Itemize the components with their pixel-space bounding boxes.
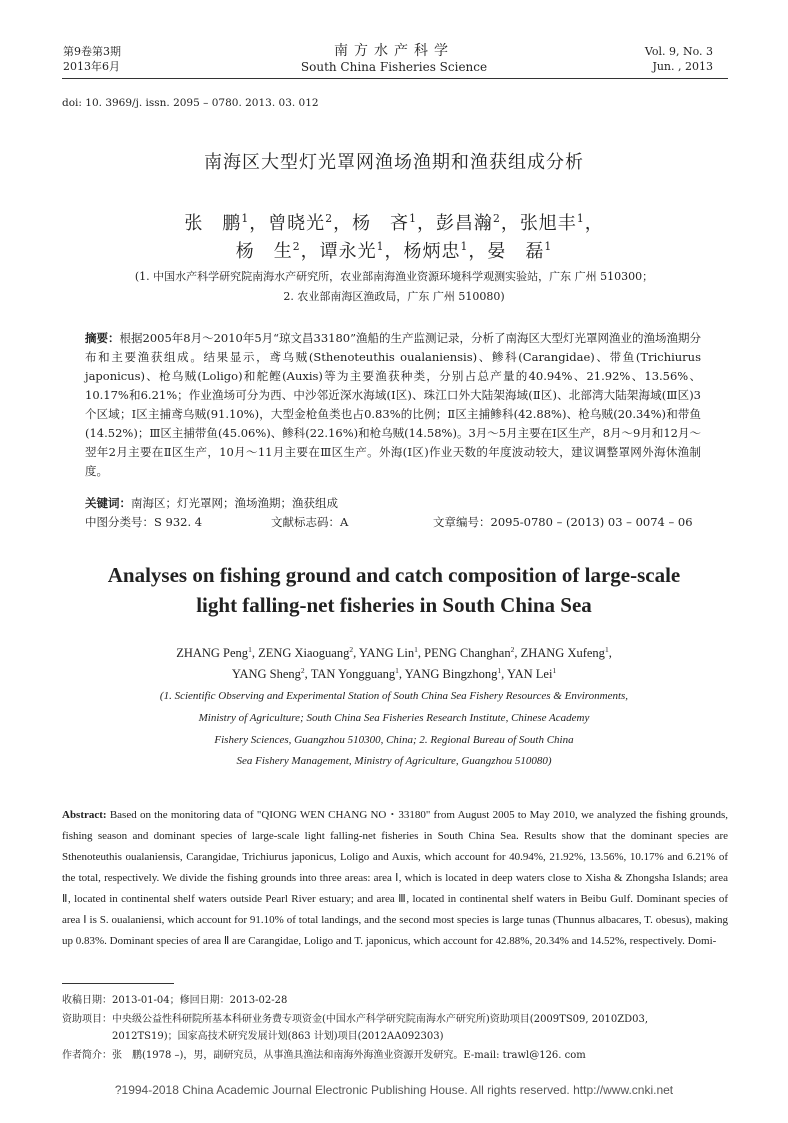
footnote-funding-1: 资助项目：中央级公益性科研院所基本科研业务费专项资金(中国水产科学研究院南海水产研究所)资助项目(2009TS09, 2010ZD03, <box>62 1014 649 1025</box>
author-en: ZHANG Xufeng$^1$, <box>520 644 612 660</box>
author-en: TAN Yongguang$^1$, <box>310 665 405 681</box>
author-cn: 曾晓光$^2$， <box>268 212 353 234</box>
authors-cn-line1 <box>0 209 788 235</box>
clc-number: 中图分类号：S 932. 4 <box>85 515 203 529</box>
keywords-cn-text: 南海区；灯光罩网；渔场渔期；渔获组成 <box>131 496 338 510</box>
authors-cn-line2 <box>0 237 788 263</box>
doi[interactable]: doi: 10. 3969/j. issn. 2095 – 0780. 2013. 03. 012 <box>62 97 319 109</box>
author-cn: 张 鹏$^1$， <box>184 212 269 234</box>
author-en: ZENG Xiaoguang$^2$, <box>258 644 359 660</box>
affiliation-en-line4: Sea Fishery Management, Ministry of Agriculture, Guangzhou 510080) <box>236 755 552 767</box>
author-cn: 谭永光$^1$， <box>319 240 404 262</box>
author-cn: 彭昌瀚$^2$， <box>435 212 520 234</box>
author-en: ZHANG Peng$^1$, <box>176 644 259 660</box>
author-en: YANG Lin$^1$, <box>358 644 425 660</box>
abstract-cn-text: 根据2005年8月～2010年5月“琼文昌33180”渔船的生产监测记录，分析了南海区大型灯光罩网渔业的渔场渔期分布和主要渔获组成。结果显示，鸢乌贼(Sthenoteuthis oualaniensis)、鲹科(Carangidae)、带鱼(Trichiurus japonicus)、枪乌贼(Loligo)和舵鲣(Auxis)等为主要渔获种类，分别占总产量的40.94%、21.92%、13.56%、10.17%和6.21%；作业渔场可分为西、中沙邻近深水海域(Ⅰ区)、珠江口外大陆架海域(Ⅱ区)、北部湾大陆架海域(Ⅲ区)3个区域；Ⅰ区主捕鸢乌贼(91.10%)，大型金枪鱼类也占0.83%的比例；Ⅱ区主捕鲹科(42.88%)、枪乌贼(20.34%)和带鱼(14.52%)；Ⅲ区主捕带鱼(45.06%)、鲹科(22.16%)和枪乌贼(14.58%)。3月～5月主要在Ⅰ区生产，8月～9月和12月～翌年2月主要在Ⅱ区生产，10月～11月主要在Ⅲ区生产。外海(Ⅰ区)作业天数的年度波动较大，建议调整罩网外海休渔制度。 <box>85 331 702 478</box>
abstract-en-label: Abstract: <box>62 809 107 821</box>
header-volume-cn: 第9卷第3期 <box>63 45 121 58</box>
author-en: PENG Changhan$^2$, <box>424 644 521 660</box>
affiliation-cn-line2: 2. 农业部南海区渔政局，广东 广州 510080) <box>283 290 505 303</box>
document-code: 文献标志码：A <box>271 515 349 529</box>
keywords-cn <box>85 495 338 511</box>
author-cn: 杨 生$^2$， <box>235 240 320 262</box>
title-en-line1: Analyses on fishing ground and catch composition of large-scale <box>107 563 681 587</box>
header-volume-en: Vol. 9, No. 3 <box>644 45 713 58</box>
affiliation-en-line1: (1. Scientific Observing and Experimental Station of South China Sea Fishery Resources & Environments, <box>159 690 629 702</box>
affiliation-cn-line1: (1. 中国水产科学研究院南海水产研究所，农业部南海渔业资源环境科学观测实验站，广东 广州 510300； <box>134 270 654 283</box>
title-cn: 南海区大型灯光罩网渔场渔期和渔获组成分析 <box>204 152 584 173</box>
author-cn: 晏 磊$^1$ <box>487 240 553 262</box>
keywords-cn-label: 关键词： <box>85 496 131 510</box>
footnote-divider <box>62 983 174 984</box>
header-date-en: Jun. , 2013 <box>652 60 713 73</box>
author-en: YANG Sheng$^2$, <box>231 665 311 681</box>
author-cn: 张旭丰$^1$， <box>519 212 604 234</box>
author-cn: 杨炳忠$^1$， <box>403 240 488 262</box>
abstract-en-text: Based on the monitoring data of "QIONG WEN CHANG NO・33180" from August 2005 to May 2010, we analyzed the fishing grounds, fishing season and dominant species of large-scale light falling-net fisheries in South China Sea. Results show that the dominant species are Sthenoteuthis oualaniensis, Carangidae, Trichiurus japonicus, Loligo and Auxis, which account for 40.94%, 21.92%, 13.56%, 10.17% and 6.21% of the total, respectively. We divide the fishing grounds into three areas: area Ⅰ, which is located in deep waters close to Xisha & Zhongsha Islands; area Ⅱ, located in continental shelf waters outside Pearl River estuary; and area Ⅲ, located in continental shelf waters in Beibu Gulf. Dominant species of area Ⅰ is S. oualaniensi, which account for 91.10% of total landings, and the second most species is large tunas (Thunnus albacares, T. obesus), making up 0.83%. Dominant species of area Ⅱ are Carangidae, Loligo and T. japonicus, which account for 42.88%, 20.34% and 14.52%, respectively. Domi- <box>62 809 728 947</box>
article-number: 文章编号：2095-0780 – (2013) 03 – 0074 – 06 <box>433 515 693 529</box>
journal-name-cn: 南方水产科学 <box>334 43 454 59</box>
affiliation-en-line3: Fishery Sciences, Guangzhou 510300, China; 2. Regional Bureau of South China <box>214 734 574 746</box>
authors-en-line1 <box>0 646 788 661</box>
title-en-line2: light falling-net fisheries in South China Sea <box>196 593 592 617</box>
abstract-cn-label: 摘要： <box>85 331 120 345</box>
title-en <box>0 560 788 620</box>
footnote-funding-2: 2012TS19)；国家高技术研究发展计划(863 计划)项目(2012AA092303) <box>62 1031 444 1042</box>
header-date-cn: 2013年6月 <box>63 60 120 73</box>
footnote-author-bio: 作者简介：张 鹏(1978 –)，男，副研究员，从事渔具渔法和南海外海渔业资源开发研究。E-mail: trawl@126. com <box>62 1050 586 1061</box>
author-en: YAN Lei$^1$ <box>506 665 557 681</box>
affiliation-en-line2: Ministry of Agriculture; South China Sea Fisheries Research Institute, Chinese Academy <box>198 712 590 724</box>
footnote-received: 收稿日期：2013-01-04；修回日期：2013-02-28 <box>62 995 288 1006</box>
authors-en-line2 <box>0 667 788 682</box>
author-en: YANG Bingzhong$^1$, <box>404 665 507 681</box>
header-divider <box>62 78 728 79</box>
header-volume-en-block <box>645 44 713 74</box>
journal-name-en: South China Fisheries Science <box>300 60 488 74</box>
abstract-cn <box>85 329 701 481</box>
abstract-en <box>62 805 728 952</box>
copyright-footer: ?1994-2018 China Academic Journal Electronic Publishing House. All rights reserved. http://www.cnki.net <box>114 1083 674 1097</box>
author-cn: 杨 吝$^1$， <box>352 212 436 234</box>
